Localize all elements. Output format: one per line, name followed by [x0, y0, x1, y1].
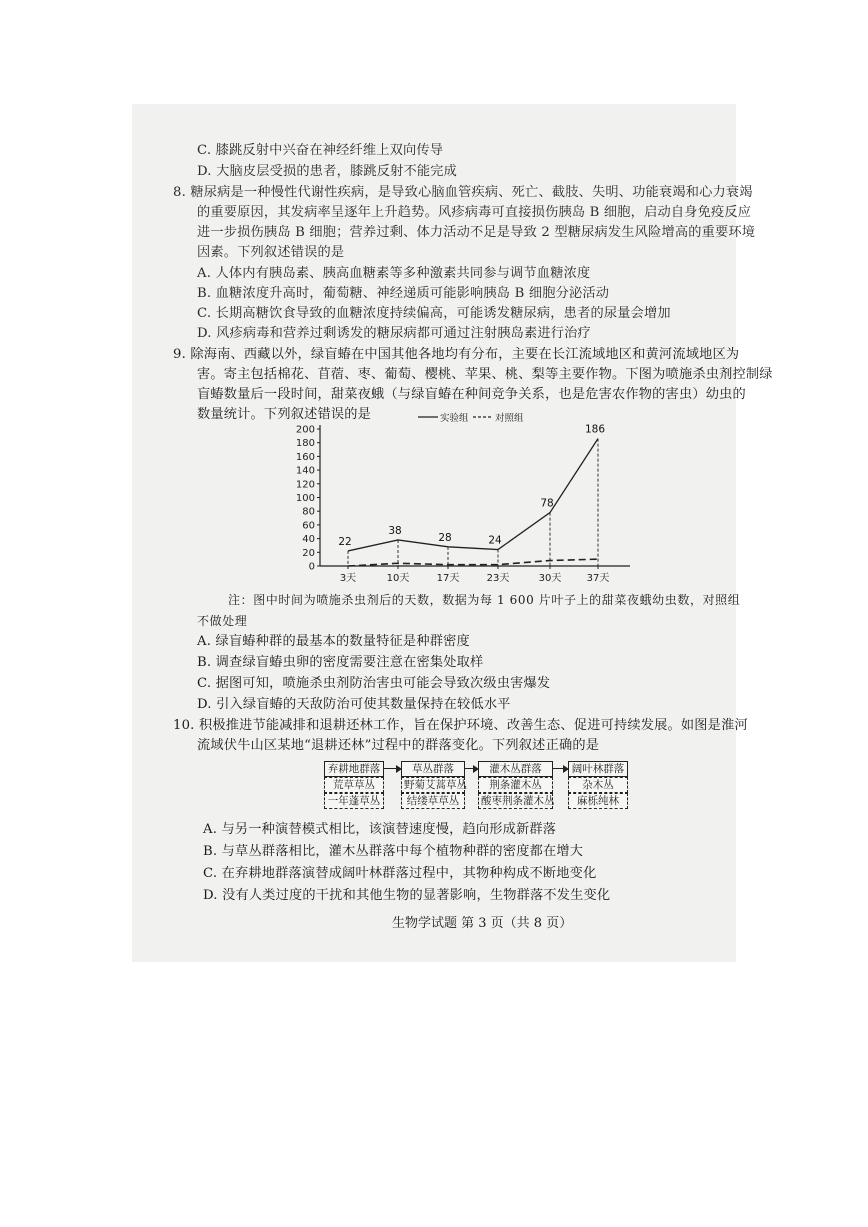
x-tick-label: 23天: [486, 573, 510, 584]
data-label: 186: [584, 423, 606, 436]
y-tick-label: 140: [295, 465, 315, 477]
q10-stem-line: 流域伏牛山区某地“退耕还林”过程中的群落变化。下列叙述正确的是: [197, 738, 600, 753]
q9-option-d: D. 引入绿盲蝽的天敌防治可使其数量保持在较低水平: [197, 697, 511, 712]
q8-option-d: D. 风疹病毒和营养过剩诱发的糖尿病都可通过注射胰岛素进行治疗: [197, 326, 591, 341]
stage-abandoned-farmland-sub: 荒草草丛: [324, 777, 384, 793]
q10-option-d: D. 没有人类过度的干扰和其他生物的显著影响，生物群落不发生变化: [203, 888, 611, 903]
y-tick-label: 100: [295, 493, 315, 504]
q8-option-b: B. 血糖浓度升高时，葡萄糖、神经递质可能影响胰岛 B 细胞分泌活动: [197, 286, 610, 301]
q8-stem-line: 的重要原因，其发病率呈逐年上升趋势。风疹病毒可直接损伤胰岛 B 细胞，启动自身免疫反应: [197, 205, 752, 220]
q9-option-b: B. 调查绿盲蝽虫卵的密度需要注意在密集处取样: [197, 655, 484, 670]
q8-stem-line: 8. 糖尿病是一种慢性代谢性疾病，是导致心脑血管疾病、死亡、截肢、失明、功能衰竭和心力衰竭: [173, 185, 753, 200]
page-footer: 生物学试题 第 3 页（共 8 页）: [392, 916, 573, 931]
larva-count-line-chart: [280, 412, 650, 590]
control-series-line: [348, 559, 598, 566]
q9-stem-line: 盲蝽数量后一段时间，甜菜夜蛾（与绿盲蝽在种间竞争关系，也是危害农作物的害虫）幼虫的: [197, 387, 746, 402]
y-tick-label: 40: [302, 534, 315, 546]
q10-option-a: A. 与另一种演替模式相比，该演替速度慢，趋向形成新群落: [203, 822, 557, 837]
arrow-icon: [465, 768, 477, 769]
arrow-icon: [553, 768, 567, 769]
y-tick-label: 60: [302, 520, 315, 532]
q8-stem-line: 因素。下列叙述错误的是: [197, 245, 345, 260]
q8-option-a: A. 人体内有胰岛素、胰高血糖素等多种激素共同参与调节血糖浓度: [197, 266, 591, 281]
q9-option-a: A. 绿盲蝽种群的最基本的数量特征是种群密度: [197, 634, 470, 649]
q10-option-c: C. 在弃耕地群落演替成阔叶林群落过程中，其物种构成不断地变化: [203, 866, 597, 881]
y-tick-label: 80: [302, 506, 315, 518]
arrow-icon: [384, 768, 400, 769]
legend-experimental-label: 实验组: [440, 413, 469, 424]
x-tick-label: 30天: [538, 573, 562, 584]
q8-stem-line: 进一步损伤胰岛 B 细胞；营养过剩、体力活动不足是导致 2 型糖尿病发生风险增高的重要环境: [197, 225, 756, 240]
y-tick-label: 20: [302, 547, 315, 559]
stage-shrubland: 灌木丛群落: [478, 761, 553, 777]
stage-shrubland-sub: 荆条灌木丛: [478, 777, 553, 793]
data-label: 24: [488, 534, 502, 547]
y-tick-label: 200: [295, 424, 315, 436]
chart-note-line: 注：图中时间为喷施杀虫剂后的天数，数据为每 1 600 片叶子上的甜菜夜蛾幼虫数，对照组: [228, 593, 741, 607]
y-tick-label: 180: [295, 438, 315, 450]
q9-stem-line: 9. 除海南、西藏以外，绿盲蝽在中国其他各地均有分布，主要在长江流域地区和黄河流域地区为: [173, 347, 740, 362]
data-label: 28: [438, 531, 452, 544]
y-tick-label: 0: [308, 561, 315, 573]
q7-option-d: D. 大脑皮层受损的患者，膝跳反射不能完成: [197, 164, 458, 179]
stage-broadleaf-forest: 阔叶林群落: [568, 761, 628, 777]
q7-option-c: C. 膝跳反射中兴奋在神经纤维上双向传导: [197, 143, 444, 158]
q8-option-c: C. 长期高糖饮食导致的血糖浓度持续偏高，可能诱发糖尿病，患者的尿量会增加: [197, 306, 671, 321]
stage-broadleaf-forest-sub: 麻栎纯林: [568, 793, 628, 809]
stage-grassland-sub: 野菊艾蒿草丛: [401, 777, 465, 793]
stage-grassland: 草丛群落: [401, 761, 465, 777]
q10-stem-line: 10. 积极推进节能减排和退耕还林工作，旨在保护环境、改善生态、促进可持续发展。如图是淮河: [173, 718, 748, 733]
stage-abandoned-farmland: 弃耕地群落: [324, 761, 384, 777]
x-tick-label: 3天: [339, 573, 357, 584]
x-tick-label: 10天: [386, 573, 410, 584]
data-label: 22: [338, 535, 352, 548]
legend-control-label: 对照组: [495, 413, 524, 424]
q10-option-b: B. 与草丛群落相比，灌木丛群落中每个植物种群的密度都在增大: [203, 844, 584, 859]
x-tick-label: 17天: [436, 573, 460, 584]
q9-stem-line: 害。寄主包括棉花、苜蓿、枣、葡萄、樱桃、苹果、桃、梨等主要作物。下图为喷施杀虫剂控制绿: [197, 367, 773, 382]
y-tick-label: 160: [295, 451, 315, 463]
y-tick-label: 120: [295, 479, 315, 491]
data-label: 78: [540, 497, 554, 510]
stage-grassland-sub: 结缕草草丛: [401, 793, 465, 809]
x-tick-label: 37天: [586, 573, 610, 584]
experimental-series-line: [348, 439, 598, 551]
stage-broadleaf-forest-sub: 杂木丛: [568, 777, 628, 793]
stage-abandoned-farmland-sub: 一年蓬草丛: [324, 793, 384, 809]
stage-shrubland-sub: 酸枣荆条灌木丛: [478, 793, 553, 809]
q9-option-c: C. 据图可知，喷施杀虫剂防治害虫可能会导致次级虫害爆发: [197, 676, 551, 691]
data-label: 38: [388, 524, 402, 537]
q9-stem-line: 数量统计。下列叙述错误的是: [197, 407, 372, 422]
chart-note-line: 不做处理: [197, 614, 248, 628]
